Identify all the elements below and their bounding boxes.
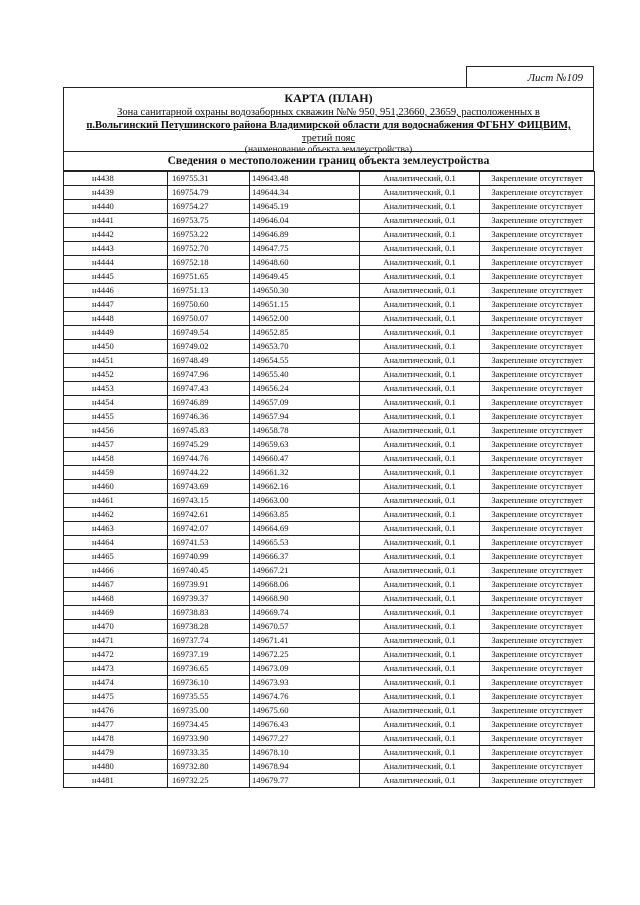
table-row <box>64 732 595 746</box>
y-coordinate-cell: 149649.45 <box>250 270 360 284</box>
point-cell: н4450 <box>64 340 168 354</box>
x-coordinate-cell: 169746.36 <box>168 410 250 424</box>
x-coordinate-cell: 169733.90 <box>168 732 250 746</box>
y-coordinate-cell: 149653.70 <box>250 340 360 354</box>
method-cell: Аналитический, 0.1 <box>360 564 480 578</box>
fixation-cell: Закрепление отсутствует <box>480 186 595 200</box>
table-row <box>64 340 595 354</box>
y-coordinate-cell: 149666.37 <box>250 550 360 564</box>
zone-description-line3: третий пояс <box>301 133 356 144</box>
point-cell: н4452 <box>64 368 168 382</box>
table-row <box>64 466 595 480</box>
table-row <box>64 662 595 676</box>
y-coordinate-cell: 149660.47 <box>250 452 360 466</box>
method-cell: Аналитический, 0.1 <box>360 634 480 648</box>
y-coordinate-cell: 149655.40 <box>250 368 360 382</box>
point-cell: н4461 <box>64 494 168 508</box>
x-coordinate-cell: 169746.89 <box>168 396 250 410</box>
y-coordinate-cell: 149664.69 <box>250 522 360 536</box>
y-coordinate-cell: 149646.04 <box>250 214 360 228</box>
x-coordinate-cell: 169742.61 <box>168 508 250 522</box>
table-row <box>64 452 595 466</box>
method-cell: Аналитический, 0.1 <box>360 746 480 760</box>
x-coordinate-cell: 169749.54 <box>168 326 250 340</box>
x-coordinate-cell: 169735.55 <box>168 690 250 704</box>
y-coordinate-cell: 149675.60 <box>250 704 360 718</box>
y-coordinate-cell: 149648.60 <box>250 256 360 270</box>
x-coordinate-cell: 169736.10 <box>168 676 250 690</box>
x-coordinate-cell: 169752.70 <box>168 242 250 256</box>
y-coordinate-cell: 149662.16 <box>250 480 360 494</box>
x-coordinate-cell: 169753.22 <box>168 228 250 242</box>
point-cell: н4454 <box>64 396 168 410</box>
method-cell: Аналитический, 0.1 <box>360 242 480 256</box>
point-cell: н4457 <box>64 438 168 452</box>
fixation-cell: Закрепление отсутствует <box>480 480 595 494</box>
y-coordinate-cell: 149678.94 <box>250 760 360 774</box>
x-coordinate-cell: 169734.45 <box>168 718 250 732</box>
point-cell: н4455 <box>64 410 168 424</box>
method-cell: Аналитический, 0.1 <box>360 214 480 228</box>
section-title: Сведения о местоположении границ объекта землеустройства <box>63 152 594 171</box>
method-cell: Аналитический, 0.1 <box>360 312 480 326</box>
method-cell: Аналитический, 0.1 <box>360 578 480 592</box>
table-row <box>64 214 595 228</box>
fixation-cell: Закрепление отсутствует <box>480 690 595 704</box>
method-cell: Аналитический, 0.1 <box>360 508 480 522</box>
method-cell: Аналитический, 0.1 <box>360 410 480 424</box>
x-coordinate-cell: 169754.79 <box>168 186 250 200</box>
fixation-cell: Закрепление отсутствует <box>480 564 595 578</box>
point-cell: н4479 <box>64 746 168 760</box>
fixation-cell: Закрепление отсутствует <box>480 522 595 536</box>
table-row <box>64 620 595 634</box>
method-cell: Аналитический, 0.1 <box>360 620 480 634</box>
method-cell: Аналитический, 0.1 <box>360 424 480 438</box>
method-cell: Аналитический, 0.1 <box>360 368 480 382</box>
table-row <box>64 396 595 410</box>
y-coordinate-cell: 149679.77 <box>250 774 360 788</box>
point-cell: н4475 <box>64 690 168 704</box>
point-cell: н4462 <box>64 508 168 522</box>
x-coordinate-cell: 169747.96 <box>168 368 250 382</box>
method-cell: Аналитический, 0.1 <box>360 662 480 676</box>
zone-description-line1: Зона санитарной охраны водозаборных скважин №№ 950, 951,23660, 23659, расположенных в <box>117 107 540 118</box>
method-cell: Аналитический, 0.1 <box>360 466 480 480</box>
table-row <box>64 522 595 536</box>
method-cell: Аналитический, 0.1 <box>360 592 480 606</box>
point-cell: н4476 <box>64 704 168 718</box>
table-row <box>64 256 595 270</box>
table-row <box>64 186 595 200</box>
point-cell: н4463 <box>64 522 168 536</box>
fixation-cell: Закрепление отсутствует <box>480 760 595 774</box>
method-cell: Аналитический, 0.1 <box>360 172 480 186</box>
x-coordinate-cell: 169744.22 <box>168 466 250 480</box>
table-row <box>64 410 595 424</box>
y-coordinate-cell: 149671.41 <box>250 634 360 648</box>
table-row <box>64 578 595 592</box>
table-row <box>64 564 595 578</box>
method-cell: Аналитический, 0.1 <box>360 200 480 214</box>
fixation-cell: Закрепление отсутствует <box>480 732 595 746</box>
x-coordinate-cell: 169753.75 <box>168 214 250 228</box>
point-cell: н4448 <box>64 312 168 326</box>
table-row <box>64 480 595 494</box>
table-row <box>64 606 595 620</box>
method-cell: Аналитический, 0.1 <box>360 550 480 564</box>
y-coordinate-cell: 149656.24 <box>250 382 360 396</box>
fixation-cell: Закрепление отсутствует <box>480 774 595 788</box>
fixation-cell: Закрепление отсутствует <box>480 438 595 452</box>
y-coordinate-cell: 149668.90 <box>250 592 360 606</box>
method-cell: Аналитический, 0.1 <box>360 648 480 662</box>
x-coordinate-cell: 169733.35 <box>168 746 250 760</box>
table-row <box>64 172 595 186</box>
y-coordinate-cell: 149667.21 <box>250 564 360 578</box>
y-coordinate-cell: 149673.93 <box>250 676 360 690</box>
fixation-cell: Закрепление отсутствует <box>480 424 595 438</box>
y-coordinate-cell: 149669.74 <box>250 606 360 620</box>
point-cell: н4458 <box>64 452 168 466</box>
table-row <box>64 284 595 298</box>
y-coordinate-cell: 149677.27 <box>250 732 360 746</box>
table-row <box>64 494 595 508</box>
zone-description-line2: п.Вольгинский Петушинского района Владимирской области для водоснабжения ФГБНУ ФИЦВИМ, <box>86 120 571 131</box>
fixation-cell: Закрепление отсутствует <box>480 718 595 732</box>
x-coordinate-cell: 169740.99 <box>168 550 250 564</box>
method-cell: Аналитический, 0.1 <box>360 494 480 508</box>
method-cell: Аналитический, 0.1 <box>360 480 480 494</box>
y-coordinate-cell: 149654.55 <box>250 354 360 368</box>
y-coordinate-cell: 149647.75 <box>250 242 360 256</box>
fixation-cell: Закрепление отсутствует <box>480 606 595 620</box>
method-cell: Аналитический, 0.1 <box>360 732 480 746</box>
method-cell: Аналитический, 0.1 <box>360 228 480 242</box>
x-coordinate-cell: 169750.60 <box>168 298 250 312</box>
y-coordinate-cell: 149657.09 <box>250 396 360 410</box>
table-row <box>64 536 595 550</box>
point-cell: н4465 <box>64 550 168 564</box>
point-cell: н4443 <box>64 242 168 256</box>
table-row <box>64 648 595 662</box>
x-coordinate-cell: 169739.37 <box>168 592 250 606</box>
table-row <box>64 368 595 382</box>
x-coordinate-cell: 169749.02 <box>168 340 250 354</box>
table-row <box>64 200 595 214</box>
method-cell: Аналитический, 0.1 <box>360 186 480 200</box>
point-cell: н4471 <box>64 634 168 648</box>
table-row <box>64 592 595 606</box>
y-coordinate-cell: 149673.09 <box>250 662 360 676</box>
fixation-cell: Закрепление отсутствует <box>480 228 595 242</box>
table-row <box>64 242 595 256</box>
table-row <box>64 760 595 774</box>
point-cell: н4473 <box>64 662 168 676</box>
y-coordinate-cell: 149650.30 <box>250 284 360 298</box>
point-cell: н4474 <box>64 676 168 690</box>
y-coordinate-cell: 149676.43 <box>250 718 360 732</box>
fixation-cell: Закрепление отсутствует <box>480 746 595 760</box>
fixation-cell: Закрепление отсутствует <box>480 284 595 298</box>
fixation-cell: Закрепление отсутствует <box>480 662 595 676</box>
method-cell: Аналитический, 0.1 <box>360 606 480 620</box>
fixation-cell: Закрепление отсутствует <box>480 340 595 354</box>
table-row <box>64 704 595 718</box>
y-coordinate-cell: 149678.10 <box>250 746 360 760</box>
y-coordinate-cell: 149651.15 <box>250 298 360 312</box>
point-cell: н4440 <box>64 200 168 214</box>
x-coordinate-cell: 169739.91 <box>168 578 250 592</box>
fixation-cell: Закрепление отсутствует <box>480 648 595 662</box>
fixation-cell: Закрепление отсутствует <box>480 242 595 256</box>
fixation-cell: Закрепление отсутствует <box>480 550 595 564</box>
point-cell: н4451 <box>64 354 168 368</box>
method-cell: Аналитический, 0.1 <box>360 536 480 550</box>
method-cell: Аналитический, 0.1 <box>360 774 480 788</box>
fixation-cell: Закрепление отсутствует <box>480 620 595 634</box>
x-coordinate-cell: 169735.00 <box>168 704 250 718</box>
fixation-cell: Закрепление отсутствует <box>480 298 595 312</box>
table-row <box>64 508 595 522</box>
point-cell: н4472 <box>64 648 168 662</box>
table-row <box>64 718 595 732</box>
x-coordinate-cell: 169737.19 <box>168 648 250 662</box>
x-coordinate-cell: 169743.69 <box>168 480 250 494</box>
method-cell: Аналитический, 0.1 <box>360 396 480 410</box>
point-cell: н4464 <box>64 536 168 550</box>
x-coordinate-cell: 169747.43 <box>168 382 250 396</box>
point-cell: н4480 <box>64 760 168 774</box>
method-cell: Аналитический, 0.1 <box>360 354 480 368</box>
x-coordinate-cell: 169737.74 <box>168 634 250 648</box>
y-coordinate-cell: 149674.76 <box>250 690 360 704</box>
table-row <box>64 312 595 326</box>
point-cell: н4438 <box>64 172 168 186</box>
point-cell: н4481 <box>64 774 168 788</box>
sheet-number: Лист №109 <box>466 66 594 88</box>
y-coordinate-cell: 149644.34 <box>250 186 360 200</box>
method-cell: Аналитический, 0.1 <box>360 326 480 340</box>
y-coordinate-cell: 149646.89 <box>250 228 360 242</box>
object-caption: (наименование объекта землеустройства) <box>244 145 413 155</box>
table-row <box>64 438 595 452</box>
document-title: КАРТА (ПЛАН) <box>284 91 373 105</box>
x-coordinate-cell: 169738.28 <box>168 620 250 634</box>
method-cell: Аналитический, 0.1 <box>360 298 480 312</box>
x-coordinate-cell: 169745.83 <box>168 424 250 438</box>
point-cell: н4445 <box>64 270 168 284</box>
x-coordinate-cell: 169732.80 <box>168 760 250 774</box>
x-coordinate-cell: 169736.65 <box>168 662 250 676</box>
point-cell: н4446 <box>64 284 168 298</box>
y-coordinate-cell: 149645.19 <box>250 200 360 214</box>
fixation-cell: Закрепление отсутствует <box>480 270 595 284</box>
method-cell: Аналитический, 0.1 <box>360 382 480 396</box>
fixation-cell: Закрепление отсутствует <box>480 592 595 606</box>
fixation-cell: Закрепление отсутствует <box>480 508 595 522</box>
method-cell: Аналитический, 0.1 <box>360 284 480 298</box>
method-cell: Аналитический, 0.1 <box>360 690 480 704</box>
x-coordinate-cell: 169740.45 <box>168 564 250 578</box>
fixation-cell: Закрепление отсутствует <box>480 410 595 424</box>
fixation-cell: Закрепление отсутствует <box>480 256 595 270</box>
point-cell: н4453 <box>64 382 168 396</box>
y-coordinate-cell: 149668.06 <box>250 578 360 592</box>
method-cell: Аналитический, 0.1 <box>360 676 480 690</box>
point-cell: н4447 <box>64 298 168 312</box>
fixation-cell: Закрепление отсутствует <box>480 200 595 214</box>
fixation-cell: Закрепление отсутствует <box>480 172 595 186</box>
point-cell: н4442 <box>64 228 168 242</box>
fixation-cell: Закрепление отсутствует <box>480 466 595 480</box>
point-cell: н4478 <box>64 732 168 746</box>
point-cell: н4459 <box>64 466 168 480</box>
y-coordinate-cell: 149672.25 <box>250 648 360 662</box>
method-cell: Аналитический, 0.1 <box>360 704 480 718</box>
x-coordinate-cell: 169751.65 <box>168 270 250 284</box>
x-coordinate-cell: 169745.29 <box>168 438 250 452</box>
method-cell: Аналитический, 0.1 <box>360 522 480 536</box>
point-cell: н4441 <box>64 214 168 228</box>
x-coordinate-cell: 169754.27 <box>168 200 250 214</box>
y-coordinate-cell: 149663.00 <box>250 494 360 508</box>
point-cell: н4466 <box>64 564 168 578</box>
method-cell: Аналитический, 0.1 <box>360 438 480 452</box>
x-coordinate-cell: 169755.31 <box>168 172 250 186</box>
x-coordinate-cell: 169752.18 <box>168 256 250 270</box>
fixation-cell: Закрепление отсутствует <box>480 382 595 396</box>
method-cell: Аналитический, 0.1 <box>360 718 480 732</box>
method-cell: Аналитический, 0.1 <box>360 340 480 354</box>
x-coordinate-cell: 169751.13 <box>168 284 250 298</box>
y-coordinate-cell: 149661.32 <box>250 466 360 480</box>
table-row <box>64 424 595 438</box>
x-coordinate-cell: 169744.76 <box>168 452 250 466</box>
fixation-cell: Закрепление отсутствует <box>480 578 595 592</box>
y-coordinate-cell: 149652.00 <box>250 312 360 326</box>
table-row <box>64 228 595 242</box>
point-cell: н4477 <box>64 718 168 732</box>
x-coordinate-cell: 169750.07 <box>168 312 250 326</box>
y-coordinate-cell: 149665.53 <box>250 536 360 550</box>
table-row <box>64 690 595 704</box>
fixation-cell: Закрепление отсутствует <box>480 704 595 718</box>
fixation-cell: Закрепление отсутствует <box>480 312 595 326</box>
y-coordinate-cell: 149670.57 <box>250 620 360 634</box>
fixation-cell: Закрепление отсутствует <box>480 536 595 550</box>
table-row <box>64 270 595 284</box>
fixation-cell: Закрепление отсутствует <box>480 368 595 382</box>
y-coordinate-cell: 149657.94 <box>250 410 360 424</box>
x-coordinate-cell: 169748.49 <box>168 354 250 368</box>
fixation-cell: Закрепление отсутствует <box>480 214 595 228</box>
fixation-cell: Закрепление отсутствует <box>480 634 595 648</box>
y-coordinate-cell: 149663.85 <box>250 508 360 522</box>
document-header <box>63 87 594 155</box>
y-coordinate-cell: 149643.48 <box>250 172 360 186</box>
method-cell: Аналитический, 0.1 <box>360 270 480 284</box>
fixation-cell: Закрепление отсутствует <box>480 452 595 466</box>
point-cell: н4449 <box>64 326 168 340</box>
point-cell: н4470 <box>64 620 168 634</box>
table-row <box>64 382 595 396</box>
fixation-cell: Закрепление отсутствует <box>480 676 595 690</box>
point-cell: н4469 <box>64 606 168 620</box>
table-row <box>64 354 595 368</box>
table-row <box>64 326 595 340</box>
fixation-cell: Закрепление отсутствует <box>480 354 595 368</box>
table-row <box>64 550 595 564</box>
table-row <box>64 774 595 788</box>
table-row <box>64 298 595 312</box>
point-cell: н4444 <box>64 256 168 270</box>
point-cell: н4468 <box>64 592 168 606</box>
y-coordinate-cell: 149658.78 <box>250 424 360 438</box>
table-row <box>64 746 595 760</box>
x-coordinate-cell: 169742.07 <box>168 522 250 536</box>
method-cell: Аналитический, 0.1 <box>360 256 480 270</box>
fixation-cell: Закрепление отсутствует <box>480 494 595 508</box>
y-coordinate-cell: 149652.85 <box>250 326 360 340</box>
y-coordinate-cell: 149659.63 <box>250 438 360 452</box>
fixation-cell: Закрепление отсутствует <box>480 396 595 410</box>
coordinates-table <box>63 171 595 788</box>
point-cell: н4439 <box>64 186 168 200</box>
point-cell: н4460 <box>64 480 168 494</box>
fixation-cell: Закрепление отсутствует <box>480 326 595 340</box>
point-cell: н4467 <box>64 578 168 592</box>
table-row <box>64 634 595 648</box>
point-cell: н4456 <box>64 424 168 438</box>
method-cell: Аналитический, 0.1 <box>360 760 480 774</box>
x-coordinate-cell: 169743.15 <box>168 494 250 508</box>
method-cell: Аналитический, 0.1 <box>360 452 480 466</box>
x-coordinate-cell: 169738.83 <box>168 606 250 620</box>
x-coordinate-cell: 169741.53 <box>168 536 250 550</box>
x-coordinate-cell: 169732.25 <box>168 774 250 788</box>
table-row <box>64 676 595 690</box>
